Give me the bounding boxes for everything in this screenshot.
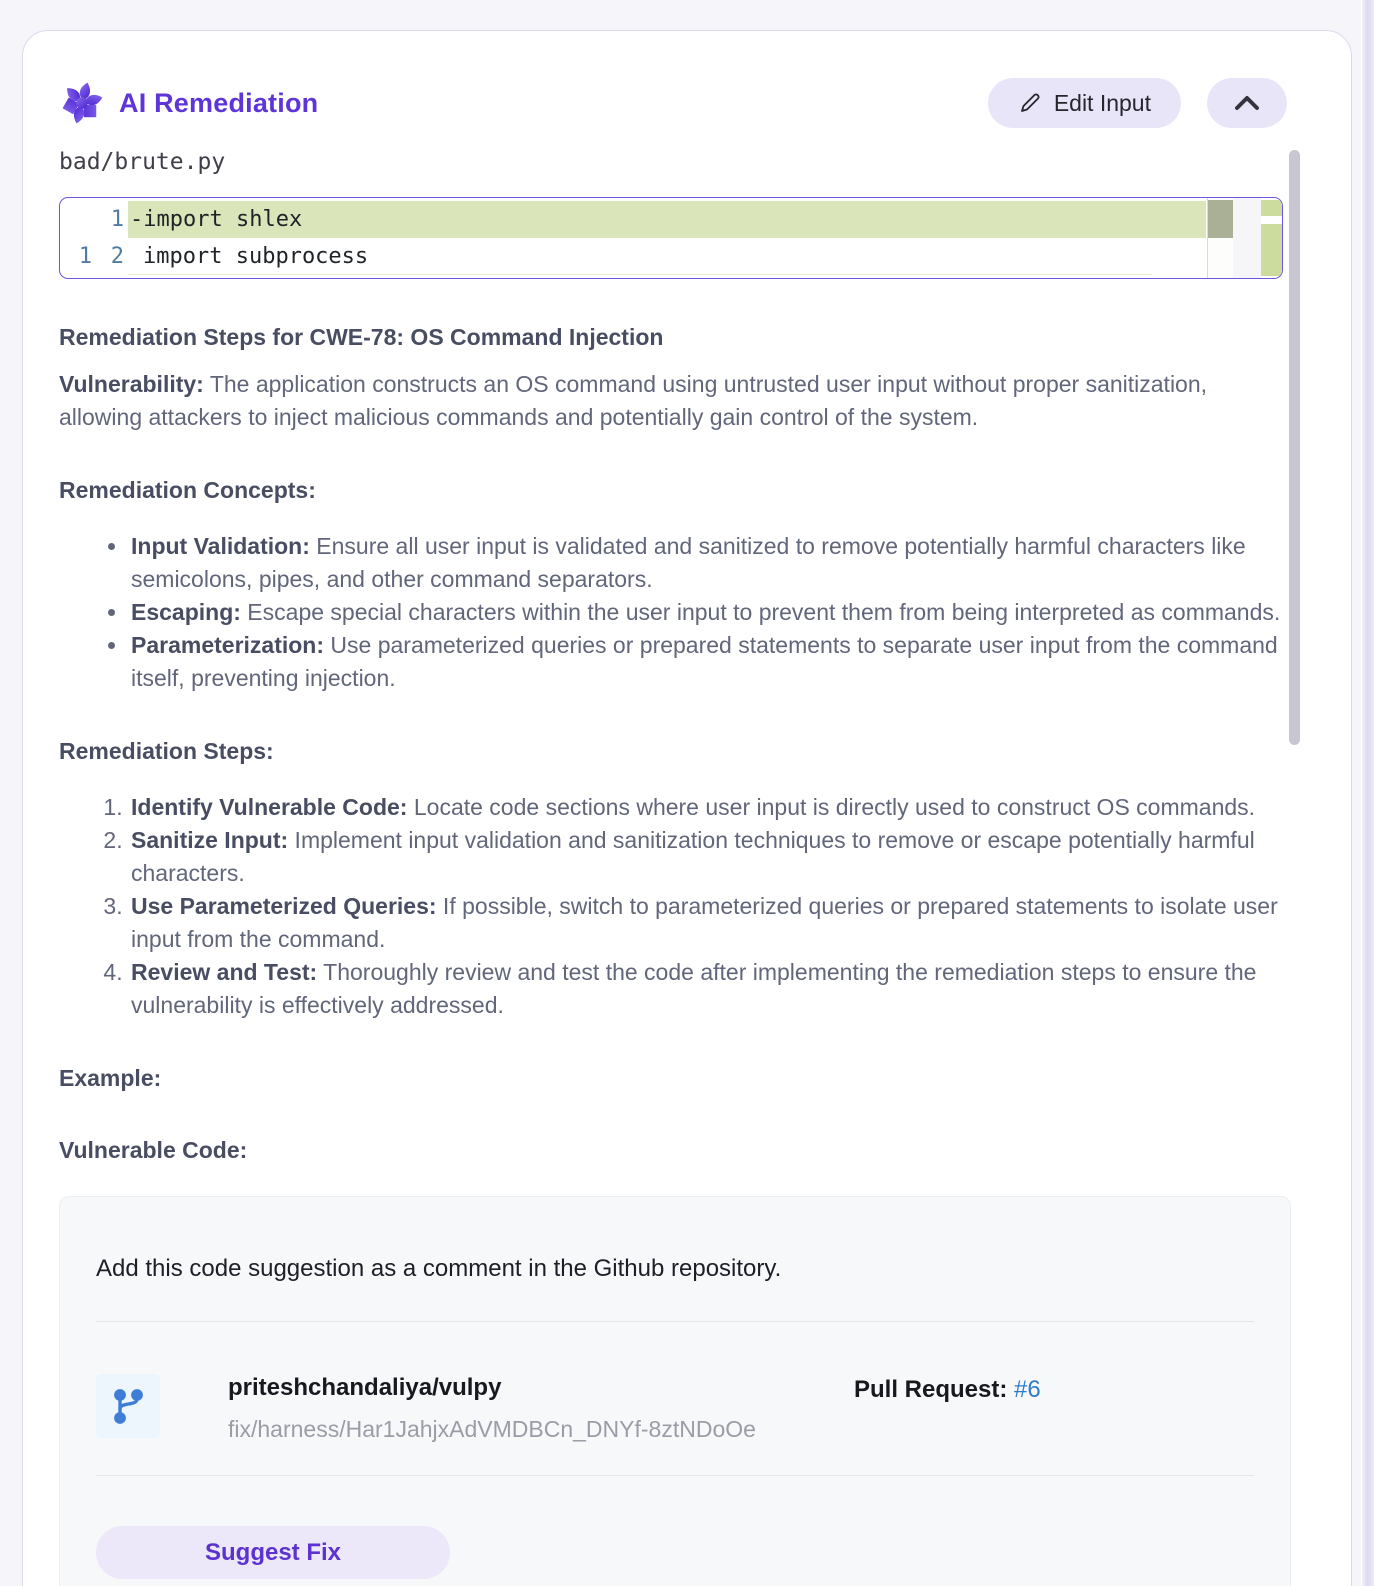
list-item <box>129 596 1287 629</box>
step-label: Identify Vulnerable Code: <box>131 794 408 820</box>
diff-row-added <box>60 201 1282 238</box>
diff-old-line-number: 1 <box>78 244 92 269</box>
diff-code-cell <box>128 238 1206 275</box>
diff-scrollbar-thumb[interactable] <box>1208 200 1233 238</box>
diff-code-cell <box>128 201 1206 238</box>
edit-input-label: Edit Input <box>1053 89 1151 116</box>
diff-gutter-spacer <box>1233 198 1261 278</box>
concept-label: Escaping: <box>131 599 241 625</box>
vulnerable-code-heading: Vulnerable Code: <box>59 1137 248 1163</box>
steps-heading: Remediation Steps: <box>59 738 274 764</box>
concept-text: Use parameterized queries or prepared statements to separate user input from the command itself, preventing injection. <box>131 632 1278 691</box>
concept-text: Ensure all user input is validated and sanitized to remove potentially harmful characters like semicolons, pipes, and other command separators. <box>131 533 1246 592</box>
list-item <box>129 629 1287 695</box>
concept-text: Escape special characters within the user input to prevent them from being interpreted as commands. <box>240 599 1281 625</box>
concept-label: Parameterization: <box>131 632 325 658</box>
diff-minimap-added-segment <box>1261 224 1282 276</box>
panel-header-left <box>59 80 318 126</box>
list-item <box>129 956 1287 1022</box>
chevron-up-icon <box>1234 95 1260 111</box>
divider <box>96 1321 1254 1322</box>
list-item <box>129 530 1287 596</box>
suggestion-instruction: Add this code suggestion as a comment in the Github repository. <box>96 1255 782 1282</box>
collapse-panel-button[interactable] <box>1207 78 1287 128</box>
ai-remediation-logo-icon <box>59 80 105 126</box>
step-label: Review and Test: <box>131 959 318 985</box>
diff-code-text: import shlex <box>143 207 303 232</box>
remediation-text <box>59 321 1287 1166</box>
diff-row-divider <box>128 274 1152 275</box>
repository-row <box>96 1374 1254 1443</box>
pull-request-link[interactable]: #6 <box>1014 1376 1041 1403</box>
step-text: Implement input validation and sanitization techniques to remove or escape potentially harmful characters. <box>131 827 1255 886</box>
file-path: bad/brute.py <box>59 149 226 175</box>
list-item <box>129 890 1287 956</box>
repository-name: priteshchandaliya/vulpy <box>228 1374 502 1401</box>
pull-request-info <box>854 1374 1254 1404</box>
pencil-icon <box>1018 91 1042 115</box>
repository-meta <box>228 1374 854 1443</box>
panel-header <box>59 77 1287 129</box>
panel-header-actions <box>988 78 1287 128</box>
ai-remediation-panel <box>22 30 1352 1586</box>
step-text: Locate code sections where user input is directly used to construct OS commands. <box>407 794 1256 820</box>
diff-new-line-number: 1 <box>110 207 124 232</box>
branch-name: fix/harness/Har1JahjxAdVMDBCn_DNYf-8ztNDoOe <box>228 1416 756 1442</box>
repository-icon-box <box>96 1374 160 1438</box>
steps-list <box>59 791 1287 1022</box>
pull-request-label: Pull Request: <box>854 1376 1015 1403</box>
concepts-list <box>59 530 1287 695</box>
divider <box>96 1475 1254 1476</box>
suggest-fix-button[interactable] <box>96 1526 450 1579</box>
list-item <box>129 791 1287 824</box>
diff-minimap <box>1261 198 1282 278</box>
code-suggestion-card <box>59 1196 1291 1586</box>
panel-title: AI Remediation <box>119 87 319 118</box>
diff-code-text: import subprocess <box>143 244 369 269</box>
step-label: Sanitize Input: <box>131 827 289 853</box>
diff-minimap-added-segment <box>1261 200 1282 216</box>
suggest-fix-label: Suggest Fix <box>204 1538 342 1566</box>
concept-label: Input Validation: <box>131 533 310 559</box>
vulnerability-paragraph <box>59 368 1287 434</box>
example-heading: Example: <box>59 1065 162 1091</box>
vulnerability-label: Vulnerability: <box>59 371 204 397</box>
diff-row-context <box>60 238 1282 275</box>
vulnerability-text: The application constructs an OS command using untrusted user input without proper sanitization, allowing attackers to inject malicious commands and potentially gain control of the system. <box>59 371 1208 430</box>
diff-marker: - <box>130 207 144 232</box>
list-item <box>129 824 1287 890</box>
diff-scrollbar-track[interactable] <box>1207 198 1233 278</box>
edit-input-button[interactable] <box>988 78 1181 128</box>
code-diff-viewer <box>59 197 1283 279</box>
step-label: Use Parameterized Queries: <box>131 893 437 919</box>
concepts-heading: Remediation Concepts: <box>59 477 316 503</box>
git-branch-icon <box>111 1387 145 1425</box>
window-scrollbar[interactable] <box>1361 0 1374 1586</box>
step-text: If possible, switch to parameterized queries or prepared statements to isolate user input from the command. <box>131 893 1278 952</box>
main-heading: Remediation Steps for CWE-78: OS Command Injection <box>59 324 664 350</box>
step-text: Thoroughly review and test the code after implementing the remediation steps to ensure the vulnerability is effectively addressed. <box>131 959 1257 1018</box>
panel-scrollbar-thumb[interactable] <box>1289 150 1300 745</box>
diff-new-line-number: 2 <box>110 244 124 269</box>
